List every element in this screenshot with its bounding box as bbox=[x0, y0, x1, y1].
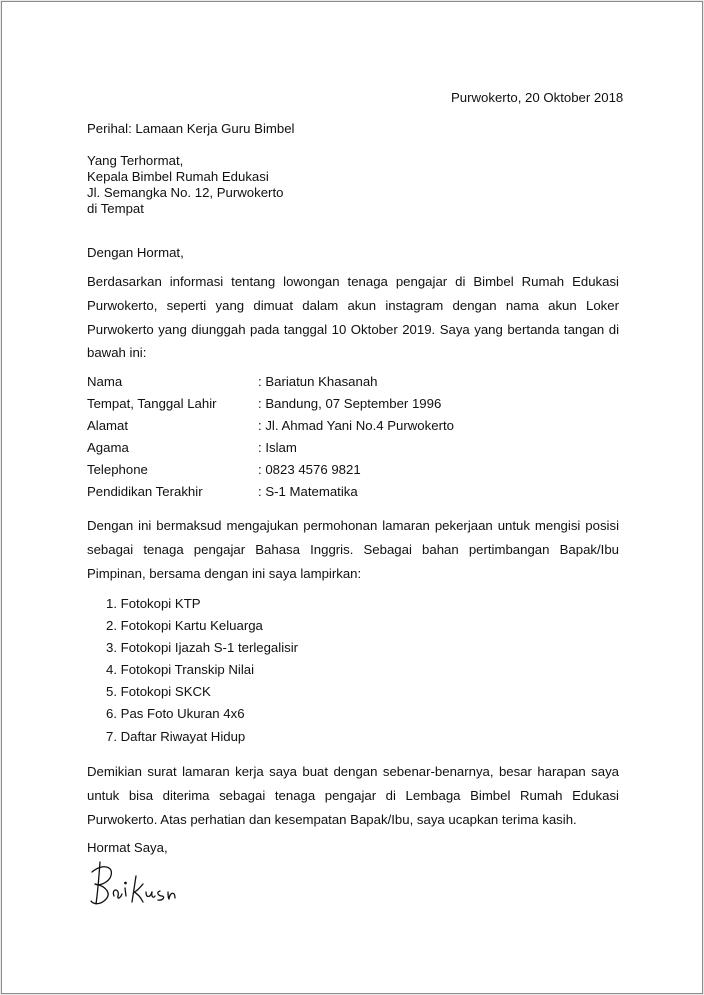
identity-value: : S-1 Matematika bbox=[258, 484, 358, 499]
attachment-item: 3. Fotokopi Ijazah S-1 terlegalisir bbox=[106, 640, 299, 655]
recipient-line: Yang Terhormat, bbox=[87, 153, 184, 168]
intro-paragraph: Berdasarkan informasi tentang lowongan tenaga pengajar di Bimbel Rumah Edukasi Purwokerto, seperti yang dimuat dalam akun instagram dengan nama akun Loker Purwokerto yang diunggah pada tanggal 10 Oktober 2019. Saya yang bertanda tangan di bawah ini: bbox=[87, 274, 619, 361]
subject-label: Perihal bbox=[87, 121, 129, 136]
identity-value: : Islam bbox=[258, 440, 297, 455]
identity-label: Agama bbox=[87, 440, 129, 455]
attachment-item: 6. Pas Foto Ukuran 4x6 bbox=[106, 706, 245, 721]
salutation: Dengan Hormat, bbox=[87, 245, 184, 260]
attachment-item: 2. Fotokopi Kartu Keluarga bbox=[106, 618, 263, 633]
subject-line bbox=[87, 121, 294, 137]
identity-label: Tempat, Tanggal Lahir bbox=[87, 396, 217, 411]
recipient-line: di Tempat bbox=[87, 201, 144, 216]
identity-label: Alamat bbox=[87, 418, 129, 433]
attachment-item: 7. Daftar Riwayat Hidup bbox=[106, 729, 246, 744]
attachment-item: 4. Fotokopi Transkip Nilai bbox=[106, 662, 255, 677]
subject-separator: : bbox=[128, 121, 132, 136]
closing-paragraph: Demikian surat lamaran kerja saya buat dengan sebenar-benarnya, besar harapan saya untuk bisa diterima sebagai tenaga pengajar di Lembaga Bimbel Rumah Edukasi Purwokerto. Atas perhatian dan kesempatan Bapak/Ibu, saya ucapkan terima kasih. bbox=[87, 764, 619, 827]
recipient-line: Kepala Bimbel Rumah Edukasi bbox=[87, 169, 269, 184]
identity-value: : Bandung, 07 September 1996 bbox=[258, 396, 442, 411]
identity-label: Telephone bbox=[87, 462, 148, 477]
sign-off: Hormat Saya, bbox=[87, 840, 168, 855]
identity-label: Pendidikan Terakhir bbox=[87, 484, 203, 499]
place-date: Purwokerto, 20 Oktober 2018 bbox=[451, 90, 624, 105]
attachment-item: 5. Fotokopi SKCK bbox=[106, 684, 211, 699]
purpose-paragraph: Dengan ini bermaksud mengajukan permohonan lamaran pekerjaan untuk mengisi posisi sebagai tenaga pengajar Bahasa Inggris. Sebagai bahan pertimbangan Bapak/Ibu Pimpinan, bersama dengan ini saya lampirkan: bbox=[87, 518, 619, 581]
identity-label: Nama bbox=[87, 374, 123, 389]
recipient-line: Jl. Semangka No. 12, Purwokerto bbox=[87, 185, 284, 200]
signature-mark bbox=[80, 854, 180, 914]
attachment-item: 1. Fotokopi KTP bbox=[106, 596, 201, 611]
identity-value: : Bariatun Khasanah bbox=[258, 374, 378, 389]
identity-value: : Jl. Ahmad Yani No.4 Purwokerto bbox=[258, 418, 454, 433]
subject-text: Lamaan Kerja Guru Bimbel bbox=[135, 121, 295, 136]
letter-page bbox=[1, 1, 703, 994]
identity-value: : 0823 4576 9821 bbox=[258, 462, 361, 477]
